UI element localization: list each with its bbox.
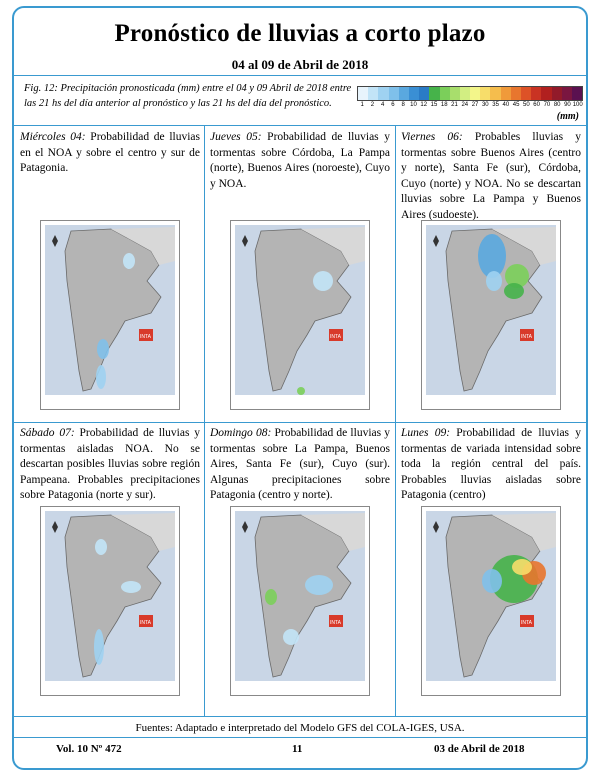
precipitation-area (96, 365, 106, 389)
legend-swatch (490, 87, 500, 100)
legend-swatch (450, 87, 460, 100)
precipitation-map (421, 220, 561, 410)
legend-swatch (562, 87, 572, 100)
source-note: Fuentes: Adaptado e interpretado del Modelo GFS del COLA-IGES, USA. (135, 722, 465, 734)
legend-tick-label: 27 (471, 102, 479, 108)
precipitation-area (297, 387, 305, 395)
forecast-day-cell (395, 422, 585, 717)
forecast-day-label: Miércoles 04: (20, 131, 86, 143)
legend-swatch (470, 87, 480, 100)
legend-ticks (357, 102, 583, 108)
legend-swatch (501, 87, 511, 100)
legend-tick-label: 35 (492, 102, 499, 108)
legend-swatch (429, 87, 439, 100)
inta-logo-text: INTA (140, 334, 152, 340)
legend-tick-label: 45 (512, 102, 520, 108)
legend-tick-label: 80 (553, 102, 561, 108)
legend-unit: (mm) (556, 111, 579, 122)
legend-swatch (511, 87, 521, 100)
forecast-description: Probabilidad de lluvias y tormentas aisladas NOA. No se descartan posibles lluvias sobre región Pampeana. Probables precipitaciones sobre Patagonia (norte y sur). (20, 427, 200, 501)
legend-tick-label: 40 (502, 102, 510, 108)
precipitation-area (486, 271, 502, 291)
legend-swatch (378, 87, 388, 100)
legend-tick-label: 50 (523, 102, 530, 108)
legend-swatch (440, 87, 450, 100)
legend-swatch (531, 87, 541, 100)
forecast-day-label: Lunes 09: (401, 427, 451, 439)
figure-caption-text: Precipitación pronosticada (mm) entre el 04 y 09 Abril de 2018 entre las 21 hs del día anterior al pronóstico y las 21 hs del día del pronóstico. (24, 83, 352, 109)
precipitation-legend (357, 86, 583, 122)
footer (14, 739, 586, 763)
legend-color-bar (357, 86, 583, 101)
legend-tick-label: 70 (543, 102, 551, 108)
argentina-map (41, 507, 179, 695)
forecast-day-label: Viernes 06: (401, 131, 463, 143)
legend-tick-label: 18 (440, 102, 448, 108)
precipitation-area (95, 539, 107, 555)
legend-tick-label: 1 (360, 102, 364, 108)
forecast-text (401, 426, 581, 504)
precipitation-area (94, 629, 104, 665)
legend-tick-label: 24 (461, 102, 469, 108)
forecast-description: Probabilidad de lluvias y tormentas de variada intensidad sobre toda la región central del país. Probables lluvias aisladas sobre Patagonia (centro) (401, 427, 582, 501)
precipitation-area (123, 253, 135, 269)
legend-tick-label: 21 (451, 102, 458, 108)
legend-tick-label: 4 (380, 102, 385, 108)
legend-swatch (368, 87, 378, 100)
figure-caption (24, 82, 360, 111)
forecast-day-cell (14, 126, 204, 421)
precipitation-area (305, 575, 333, 595)
inta-logo-text: INTA (521, 620, 533, 626)
page-number: 11 (292, 743, 303, 755)
legend-swatch (521, 87, 531, 100)
figure-number: Fig. 12: (24, 83, 58, 94)
argentina-map (231, 221, 369, 409)
forecast-day-label: Jueves 05: (210, 131, 262, 143)
argentina-map (422, 507, 560, 695)
precipitation-area (283, 629, 299, 645)
argentina-map (231, 507, 369, 695)
legend-swatch (389, 87, 399, 100)
legend-tick-label: 30 (481, 102, 489, 108)
precipitation-map (230, 506, 370, 696)
legend-swatch (358, 87, 368, 100)
forecast-description: Probabilidad de lluvias en el NOA y sobre el centro y sur de Patagonia. (20, 131, 200, 174)
legend-swatch (552, 87, 562, 100)
forecast-text (210, 130, 390, 192)
legend-swatch (399, 87, 409, 100)
precipitation-area (265, 589, 277, 605)
precipitation-map (40, 506, 180, 696)
forecast-day-label: Domingo 08: (210, 427, 272, 439)
volume-number: Vol. 10 Nº 472 (56, 743, 122, 755)
forecast-day-cell (395, 126, 585, 421)
forecast-text (20, 426, 200, 504)
inta-logo-text: INTA (330, 334, 342, 340)
legend-swatch (541, 87, 551, 100)
legend-tick-label: 6 (391, 102, 395, 108)
forecast-text (210, 426, 390, 504)
legend-tick-label: 12 (420, 102, 428, 108)
precipitation-area (512, 559, 532, 575)
precipitation-area (121, 581, 141, 593)
forecast-day-cell (14, 422, 204, 717)
legend-tick-label: 60 (533, 102, 540, 108)
legend-swatch (460, 87, 470, 100)
precipitation-map (230, 220, 370, 410)
divider (14, 716, 586, 717)
page-title: Pronóstico de lluvias a corto plazo (114, 20, 486, 47)
legend-tick-label: 8 (401, 102, 405, 108)
legend-swatch (409, 87, 419, 100)
inta-logo-text: INTA (330, 620, 342, 626)
legend-swatch (572, 87, 582, 100)
forecast-description: Probabilidad de lluvias y tormentas sobre Córdoba, La Pampa (norte), Buenos Aires (noroeste), Cuyo y NOA. (210, 131, 390, 190)
forecast-text (401, 130, 581, 223)
forecast-day-cell (204, 126, 394, 421)
forecast-day-cell (204, 422, 394, 717)
date-range: 04 al 09 de Abril de 2018 (231, 57, 369, 72)
legend-swatch (419, 87, 429, 100)
forecast-description: Probabilidad de lluvias y tormentas sobre La Pampa, Buenos Aires, Santa Fe (sur), Cuyo (sur). Algunas precipitaciones sobre Patagonia (centro y norte). (210, 427, 391, 501)
precipitation-map (40, 220, 180, 410)
divider (14, 75, 586, 76)
legend-tick-label: 100 (572, 102, 583, 108)
legend-tick-label: 10 (410, 102, 417, 108)
issue-date: 03 de Abril de 2018 (434, 743, 525, 755)
forecast-description: Probables lluvias y tormentas sobre Buenos Aires (centro y norte), Santa Fe (sur), Córdoba, Cuyo (norte) y NOA. No se descartan lluvias sobre La Pampa y Buenos Aires (sudoeste). (401, 131, 581, 221)
inta-logo-text: INTA (521, 334, 533, 340)
inta-logo-text: INTA (140, 620, 152, 626)
argentina-map (41, 221, 179, 409)
forecast-text (20, 130, 200, 177)
argentina-map (422, 221, 560, 409)
precipitation-area (504, 283, 524, 299)
precipitation-area (97, 339, 109, 359)
precipitation-map (421, 506, 561, 696)
legend-swatch (480, 87, 490, 100)
precipitation-area (313, 271, 333, 291)
divider (14, 737, 586, 738)
legend-tick-label: 90 (564, 102, 571, 108)
precipitation-area (482, 569, 502, 593)
legend-tick-label: 2 (370, 102, 375, 108)
legend-tick-label: 15 (430, 102, 438, 108)
forecast-day-label: Sábado 07: (20, 427, 75, 439)
